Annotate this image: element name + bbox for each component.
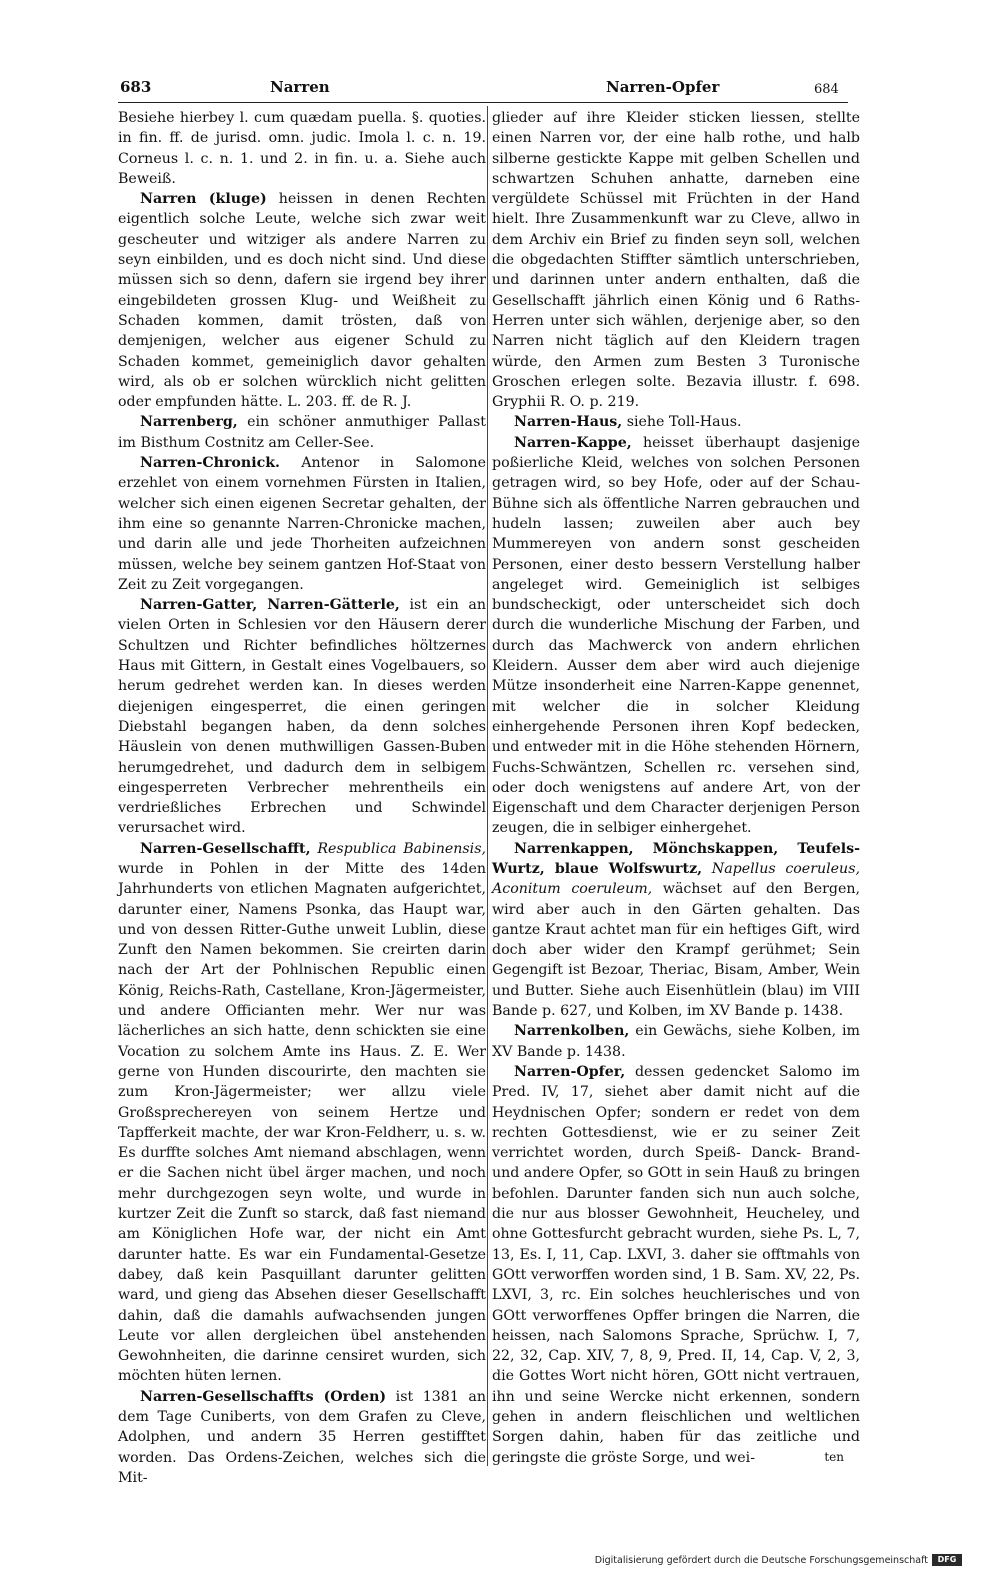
entry-paragraph: Narren-Gesellschafft, Respublica Babinensis, wurde in Pohlen in der Mitte des 14den Jahrhunderts von etlichen Magnaten aufgerichtet, darunter einer, Namens Psonka, das Haupt war, und von dessen Ritter-Guthe unweit Lublin, diese Zunft den Namen bekommen. Sie creirten darin nach der Art der Pohlnischen Republic einen König, Reichs-Rath, Castellane, Kron-Jägermeister, und andere Officianten mehr. Wer nur was lächerliches an sich hatte, denn schickten sie eine Vocation zu solchem Amte ins Haus. Z. E. Wer gerne von Hunden discourirte, den machten sie zum Kron-Jägermeister; wer allzu viele Großsprechereyen von seinem Hertze und Tapfferkeit machte, der war Kron-Feldherr, u. s. w. Es durffte solches Amt niemand abschlagen, wenn er die Sachen nicht übel ärger machen, und noch mehr durchgezogen seyn wolte, und wurde in kurtzer Zeit die Zunft so starck, daß fast niemand am Königlichen Hofe war, der nicht ein Amt darunter hatte. Es war ein Fundamental-Gesetze dabey, daß kein Pasquillant darunter gelitten ward, und gieng das Absehen dieser Gesellschafft dahin, daß die damahls aufwachsenden jungen Leute vor allen dergleichen übel anstehenden Gewohnheiten, die darinne censiret wurden, sich möchten hüten lernen. [118, 840, 487, 1385]
right-page-number: 684 [814, 82, 839, 97]
latin-term: Napellus coeruleus, Aconitum coeruleum, [492, 860, 860, 898]
entry-paragraph: Narren (kluge) heissen in denen Rechten eigentlich solche Leute, welche sich zwar weit gescheuter und witziger als andere Narren zu seyn einbilden, und es doch nicht sind. Und diese müssen sich so denn, dafern sie irgend bey ihrer eingebildeten grossen Klug- und Weißheit zu Schaden kommen, damit trösten, daß von demjenigen, welcher aus eigener Schuld zu Schaden kommet, gemeiniglich davor gehalten wird, als ob er solchen würcklich nicht gelitten oder empfunden hätte. L. 203. ff. de R. J. [118, 191, 486, 411]
dfg-logo: DFG [932, 1554, 962, 1566]
header-rule [118, 102, 848, 103]
entry-paragraph: Narrenberg, ein schöner anmuthiger Pallast im Bisthum Costnitz am Celler-See. [118, 414, 487, 451]
footer [595, 1554, 962, 1566]
entry-paragraph: Narren-Kappe, heisset überhaupt dasjenige poßierliche Kleid, welches von solchen Personen getragen wird, so bey Hofe, oder auf der Schau-Bühne sich als öffentliche Narren gebrauchen und hudeln lassen; zuweilen aber auch bey Mummereyen von andern sonst gescheiden Personen, einer desto bessern Verstellung halber angeleget wird. Gemeiniglich ist selbiges bundscheckigt, oder unterscheidet sich doch durch die wunderliche Mischung der Farben, und durch das Machwerck von andern ehrlichen Kleidern. Ausser dem aber wird auch diejenige Mütze insonderheit eine Narren-Kappe genennet, mit welcher die in solcher Kleidung einhergehende Personen ihren Kopf bedecken, und entweder mit in die Höhe stehenden Hörnern, Fuchs-Schwäntzen, Schellen rc. versehen sind, oder doch wenigstens auf andere Art, von der Eigenschaft und dem Character derjenigen Person zeugen, die in selbiger einhergehet. [492, 434, 861, 837]
entry-paragraph: Narren-Chronick. Antenor in Salomone erzehlet von einem vornehmen Fürsten in Italien, welcher sich einen eigenen Secretar gehalten, der ihm eine so genannte Narren-Chronicke machen, und darin alle und jede Thorheiten aufzeichnen müssen, welche bey seinem gantzen Hof-Staat von Zeit zu Zeit vorgegangen. [118, 455, 486, 593]
catchword: ten [824, 1450, 844, 1464]
entry-headword: Narrenberg, [140, 414, 238, 431]
entry-headword: Narren-Gesellschaffts (Orden) [140, 1388, 387, 1405]
footer-credit: Digitalisierung gefördert durch die Deutsche Forschungsgemeinschaft [594, 1554, 928, 1566]
latin-term: Respublica Babinensis, [317, 840, 487, 857]
left-column [118, 108, 487, 1486]
column-divider [487, 106, 488, 1466]
entry-headword: Narren-Haus, [514, 414, 623, 431]
left-running-title: Narren [270, 78, 330, 96]
entry-paragraph: Narren-Gesellschaffts (Orden) ist 1381 an dem Tage Cuniberts, von dem Grafen zu Cleve, Adolphen, und andern 35 Herren gestifftet worden. Das Ordens-Zeichen, welches sich die Mit- [118, 1388, 486, 1486]
entry-headword: Narren (kluge) [140, 191, 267, 208]
entry-paragraph: Narrenkappen, Mönchskappen, Teufels-Wurtz, blaue Wolfswurtz, Napellus coeruleus, Aconitum coeruleum, wächset auf den Bergen, wird aber auch in den Gärten gehalten. Das gantze Kraut achtet man für ein heftiges Gift, wird doch aber wider den Krampf gerühmet; Sein Gegengift ist Bezoar, Theriac, Bisam, Amber, Wein und Butter. Siehe auch Eisenhütlein (blau) im VIII Bande p. 627, und Kolben, im XV Bande p. 1438. [492, 840, 860, 1020]
entry-paragraph: Besiehe hierbey l. cum quædam puella. §. quoties. in fin. ff. de jurisd. omn. judic. Imola l. c. n. 19. Corneus l. c. n. 1. und 2. in fin. u. a. Siehe auch Beweiß. [118, 110, 486, 187]
entry-headword: Narrenkolben, [514, 1023, 630, 1040]
entry-headword: Narren-Gatter, Narren-Gätterle, [140, 597, 400, 614]
entry-paragraph: Narren-Haus, siehe Toll-Haus. [514, 414, 742, 431]
entry-headword: Narren-Opfer, [514, 1063, 626, 1080]
left-page-number: 683 [120, 78, 152, 96]
entry-headword: Narren-Gesellschafft, [140, 840, 311, 857]
right-running-title: Narren-Opfer [606, 78, 720, 96]
entry-headword: Narren-Chronick. [140, 455, 280, 472]
entry-headword: Narren-Kappe, [514, 434, 632, 451]
book-page [118, 78, 861, 1486]
right-column [492, 108, 861, 1466]
entry-paragraph: Narrenkolben, ein Gewächs, siehe Kolben, im XV Bande p. 1438. [492, 1023, 860, 1060]
entry-headword: Narrenkappen, Mönchskappen, Teufels-Wurtz, blaue Wolfswurtz, [492, 840, 860, 877]
entry-paragraph: Narren-Gatter, Narren-Gätterle, ist ein an vielen Orten in Schlesien vor den Häusern derer Schultzen und Richter befindliches höltzernes Haus mit Gittern, in Gestalt eines Vogelbauers, so herum gedrehet werden kan. In dieses werden diejenigen eingesperret, die einen geringen Diebstahl begangen haben, da denn solches Häuslein von denen muthwilligen Gassen-Buben herumgedrehet, und dadurch dem in selbigem eingesperreten Verbrecher mehrentheils ein verdrießliches Erbrechen und Schwindel verursachet wird. [118, 597, 486, 837]
entry-paragraph: glieder auf ihre Kleider sticken liessen, stellte einen Narren vor, der eine halb rothe, und halb silberne gestickte Kappe mit gelben Schellen und schwartzen Schuhen anhatte, darneben eine vergüldete Schüssel mit Früchten in der Hand hielt. Ihre Zusammenkunft war zu Cleve, allwo in dem Archiv ein Brief zu finden seyn soll, welchen die obgedachten Stiffter sämtlich unterschrieben, und darinnen unter andern enthalten, daß die Gesellschafft jährlich einen König und 6 Raths-Herren unter sich wählen, derjenige aber, so den Narren nicht täglich auf den Kleidern tragen würde, den Armen zum Besten 3 Turonische Groschen erlegen solte. Bezavia illustr. f. 698. Gryphii R. O. p. 219. [492, 110, 860, 411]
entry-paragraph: Narren-Opfer, dessen gedencket Salomo im Pred. IV, 17, siehet aber damit nicht auf die Heydnischen Opfer; sondern er redet von dem rechten Gottesdienst, wie er zu seiner Zeit verrichtet worden, durch Speiß- Danck- Brand- und andere Opfer, so GOtt in sein Hauß zu bringen befohlen. Darunter fanden sich nun auch solche, die nur aus blosser Gewohnheit, Heucheley, und ohne Gottesfurcht gebracht wurden, siehe Ps. L, 7, 13, Es. I, 11, Cap. LXVI, 3. daher sie offtmahls von GOtt verworffen worden sind, 1 B. Sam. XV, 22, Ps. LXVI, 3, rc. Ein solches heuchlerisches und von GOtt verworffenes Opffer bringen die Narren, die heissen, nach Salomons Sprache, Sprüchw. I, 7, 22, 32, Cap. XIV, 7, 8, 9, Pred. II, 14, Cap. V, 2, 3, die Gottes Wort nicht hören, GOtt nicht vertrauen, ihn und seine Wercke nicht erkennen, sondern gehen in andern fleischlichen und weltlichen Sorgen dahin, haben für das zeitliche und geringste die gröste Sorge, und wei- [492, 1063, 860, 1466]
